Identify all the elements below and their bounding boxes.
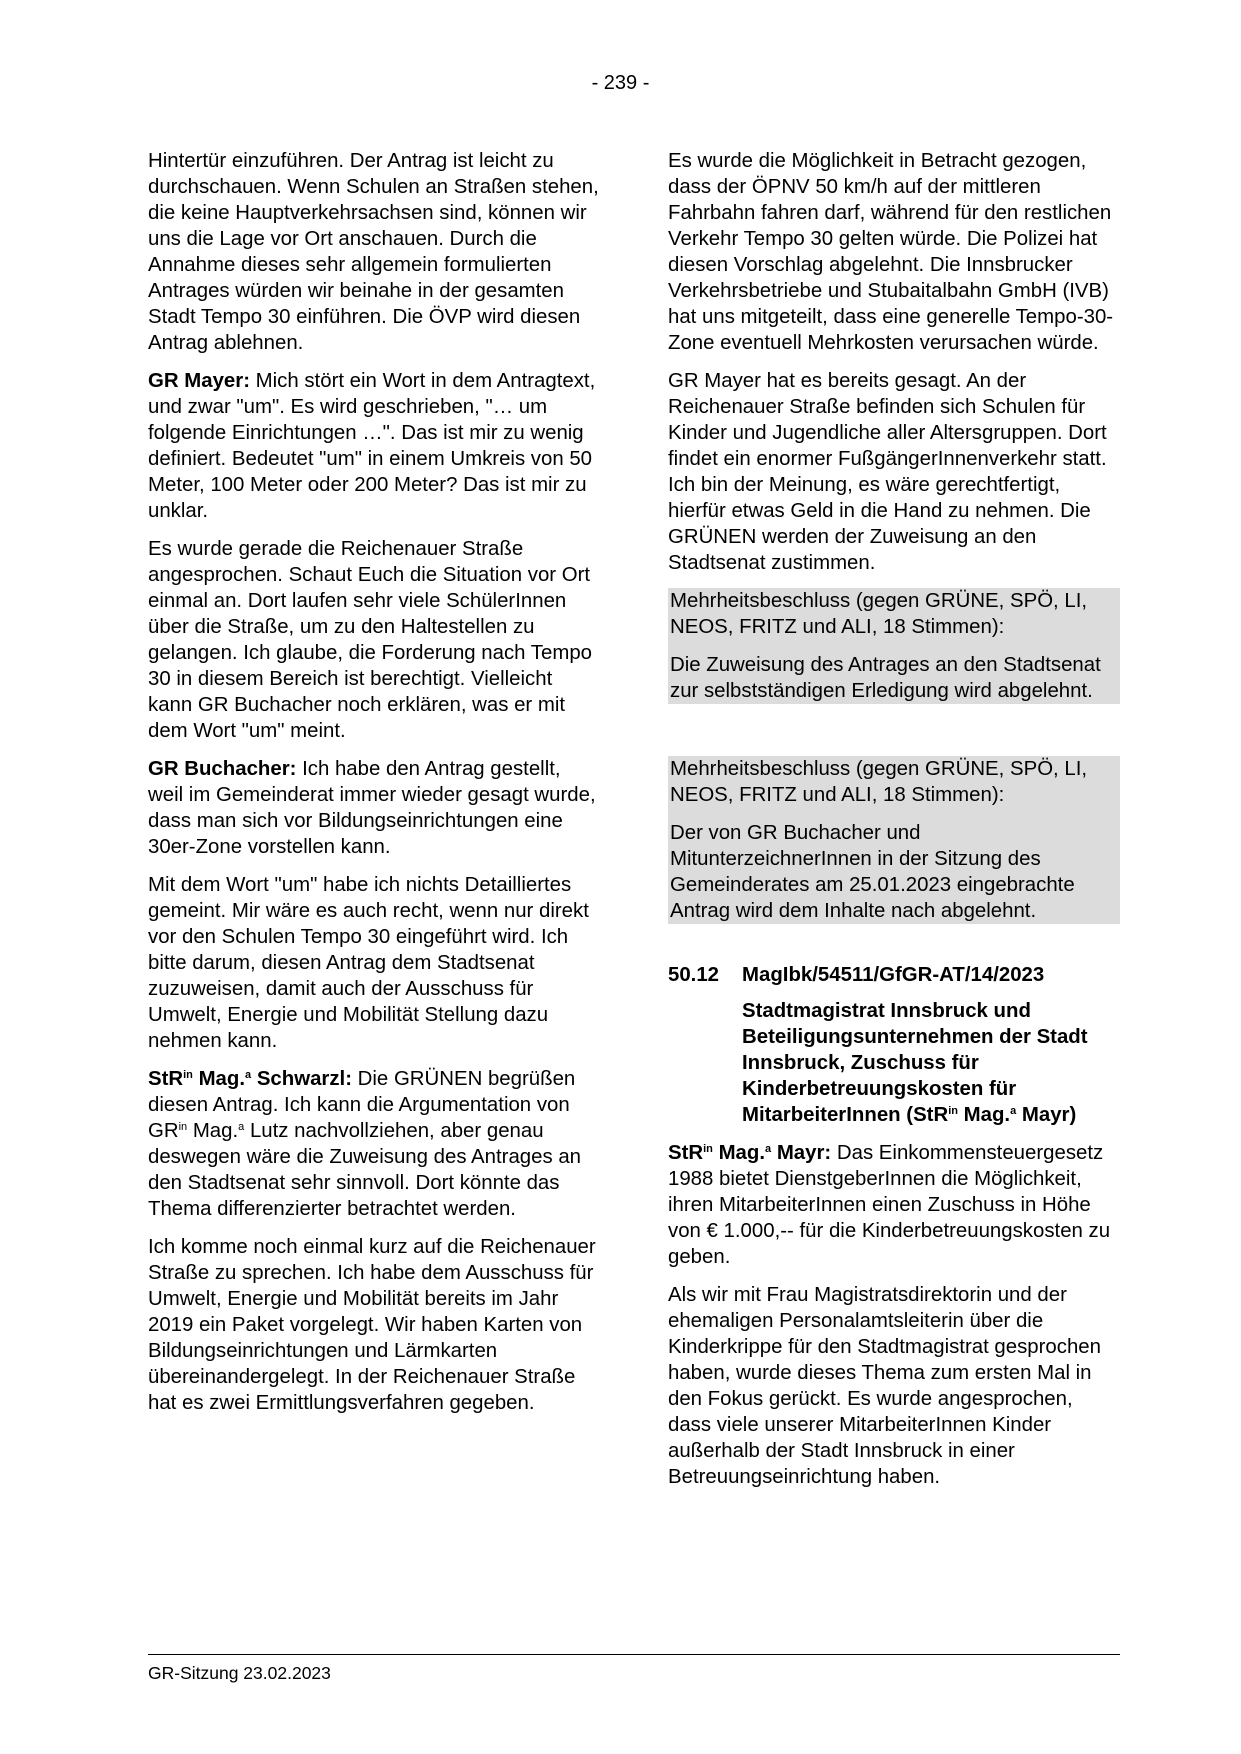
paragraph: Mit dem Wort "um" habe ich nichts Detailliertes gemeint. Mir wäre es auch recht, wenn nur direkt vor den Schulen Tempo 30 eingeführt wird. Ich bitte darum, diesen Antrag dem Stadtsenat zuzuweisen, damit auch der Ausschuss für Umwelt, Energie und Mobilität Stellung dazu nehmen kann.: [148, 874, 589, 1052]
agenda-item-heading: [668, 962, 1120, 988]
resolution-vote: Mehrheitsbeschluss (gegen GRÜNE, SPÖ, LI, NEOS, FRITZ und ALI, 18 Stimmen):: [670, 590, 1088, 638]
paragraph: Es wurde gerade die Reichenauer Straße angesprochen. Schaut Euch die Situation vor Ort einmal an. Dort laufen sehr viele SchülerInnen über die Straße, um zu den Haltestellen zu gelangen. Ich glaube, die Forderung nach Tempo 30 in diesem Bereich ist berechtigt. Vielleicht kann GR Buchacher noch erklären, was er mit dem Wort "um" meint.: [148, 538, 593, 742]
left-column: [148, 148, 600, 1428]
agenda-item-reference: MagIbk/54511/GfGR-AT/14/2023: [742, 964, 1045, 986]
agenda-item-title: Stadtmagistrat Innsbruck und Beteiligungsunternehmen der Stadt Innsbruck, Zuschuss für Kinderbetreuungskosten für MitarbeiterInnen (StR$^{in}$ Mag.$^a$ Mayr): [742, 1000, 1088, 1126]
resolution-vote: Mehrheitsbeschluss (gegen GRÜNE, SPÖ, LI, NEOS, FRITZ und ALI, 18 Stimmen):: [670, 758, 1088, 806]
speaker-name: GR Buchacher:: [148, 758, 297, 780]
paragraph: Hintertür einzuführen. Der Antrag ist leicht zu durchschauen. Wenn Schulen an Straßen stehen, die keine Hauptverkehrsachsen sind, können wir uns die Lage vor Ort anschauen. Durch die Annahme dieses sehr allgemein formulierten Antrages würden wir beinahe in der gesamten Stadt Tempo 30 einführen. Die ÖVP wird diesen Antrag ablehnen.: [148, 150, 599, 354]
agenda-item-number: 50.12: [668, 964, 720, 986]
paragraph: [148, 368, 600, 524]
speech-text: Ich habe den Antrag gestellt, weil im Gemeinderat immer wieder gesagt wurde, dass man sich vor Bildungseinrichtungen eine 30er-Zone vorstellen kann.: [148, 758, 596, 858]
paragraph: Ich komme noch einmal kurz auf die Reichenauer Straße zu sprechen. Ich habe dem Ausschuss für Umwelt, Energie und Mobilität bereits im Jahr 2019 ein Paket vorgelegt. Wir haben Karten von Bildungseinrichtungen und Lärmkarten übereinandergelegt. In der Reichenauer Straße hat es zwei Ermittlungsverfahren gegeben.: [148, 1236, 596, 1414]
resolution-box: [668, 756, 1120, 924]
footer-divider: [148, 1654, 1120, 1655]
speaker-name: StR$^{in}$ Mag.$^a$ Mayr:: [668, 1142, 832, 1164]
speech-text: Die GRÜNEN begrüßen diesen Antrag. Ich kann die Argumentation von GR: [148, 1068, 576, 1142]
speaker-name: StR$^{in}$ Mag.$^a$ Schwarzl:: [148, 1068, 353, 1090]
resolution-text: Die Zuweisung des Antrages an den Stadtsenat zur selbstständigen Erledigung wird abgelehnt.: [670, 654, 1101, 702]
paragraph: [148, 756, 600, 860]
speaker-name: GR Mayer:: [148, 370, 250, 392]
paragraph: Es wurde die Möglichkeit in Betracht gezogen, dass der ÖPNV 50 km/h auf der mittleren Fahrbahn fahren darf, während für den restlichen Verkehr Tempo 30 gelten würde. Die Polizei hat diesen Vorschlag abgelehnt. Die Innsbrucker Verkehrsbetriebe und Stubaitalbahn GmbH (IVB) hat uns mitgeteilt, dass eine generelle Tempo-30-Zone eventuell Mehrkosten verursachen würde.: [668, 150, 1114, 354]
paragraph: StR$^{in}$ Mag.$^a$ Schwarzl: Die GRÜNEN begrüßen diesen Antrag. Ich kann die Argumentation von $GR^{in}$ Mag.$^a$ Lutz nachvollziehen, aber genau deswegen wäre die Zuweisung des Antrages an den Stadtsenat sehr sinnvoll. Dort könnte das Thema differenzierter betrachtet werden.: [148, 1068, 582, 1220]
right-column: [668, 148, 1120, 1502]
speech-text: Mich stört ein Wort in dem Antragtext, und zwar "um". Es wird geschrieben, "… um folgende Einrichtungen …". Das ist mir zu wenig definiert. Bedeutet "um" in einem Umkreis von 50 Meter, 100 Meter oder 200 Meter? Das ist mir zu unklar.: [148, 370, 596, 522]
speech-text: Das Einkommensteuergesetz 1988 bietet DienstgeberInnen die Möglichkeit, ihren MitarbeiterInnen einen Zuschuss in Höhe von € 1.000,-- für die Kinderbetreuungskosten zu geben.: [668, 1142, 1111, 1268]
paragraph: [668, 1140, 1120, 1270]
resolution-box: [668, 588, 1120, 704]
paragraph: GR Mayer hat es bereits gesagt. An der Reichenauer Straße befinden sich Schulen für Kinder und Jugendliche aller Altersgruppen. Dort findet ein enormer FußgängerInnenverkehr statt. Ich bin der Meinung, es wäre gerechtfertigt, hierfür etwas Geld in die Hand zu nehmen. Die GRÜNEN werden der Zuweisung an den Stadtsenat zustimmen.: [668, 370, 1107, 574]
resolution-text: Der von GR Buchacher und MitunterzeichnerInnen in der Sitzung des Gemeinderates am 25.01.2023 eingebrachte Antrag wird dem Inhalte nach abgelehnt.: [670, 822, 1075, 922]
footer: GR-Sitzung 23.02.2023: [148, 1663, 331, 1683]
paragraph: Als wir mit Frau Magistratsdirektorin und der ehemaligen Personalamtsleiterin über die Kinderkrippe für den Stadtmagistrat gesprochen haben, wurde dieses Thema zum ersten Mal in den Fokus gerückt. Es wurde angesprochen, dass viele unserer MitarbeiterInnen Kinder außerhalb der Stadt Innsbruck in einer Betreuungseinrichtung haben.: [668, 1284, 1101, 1488]
page-number: - 239 -: [591, 72, 650, 94]
